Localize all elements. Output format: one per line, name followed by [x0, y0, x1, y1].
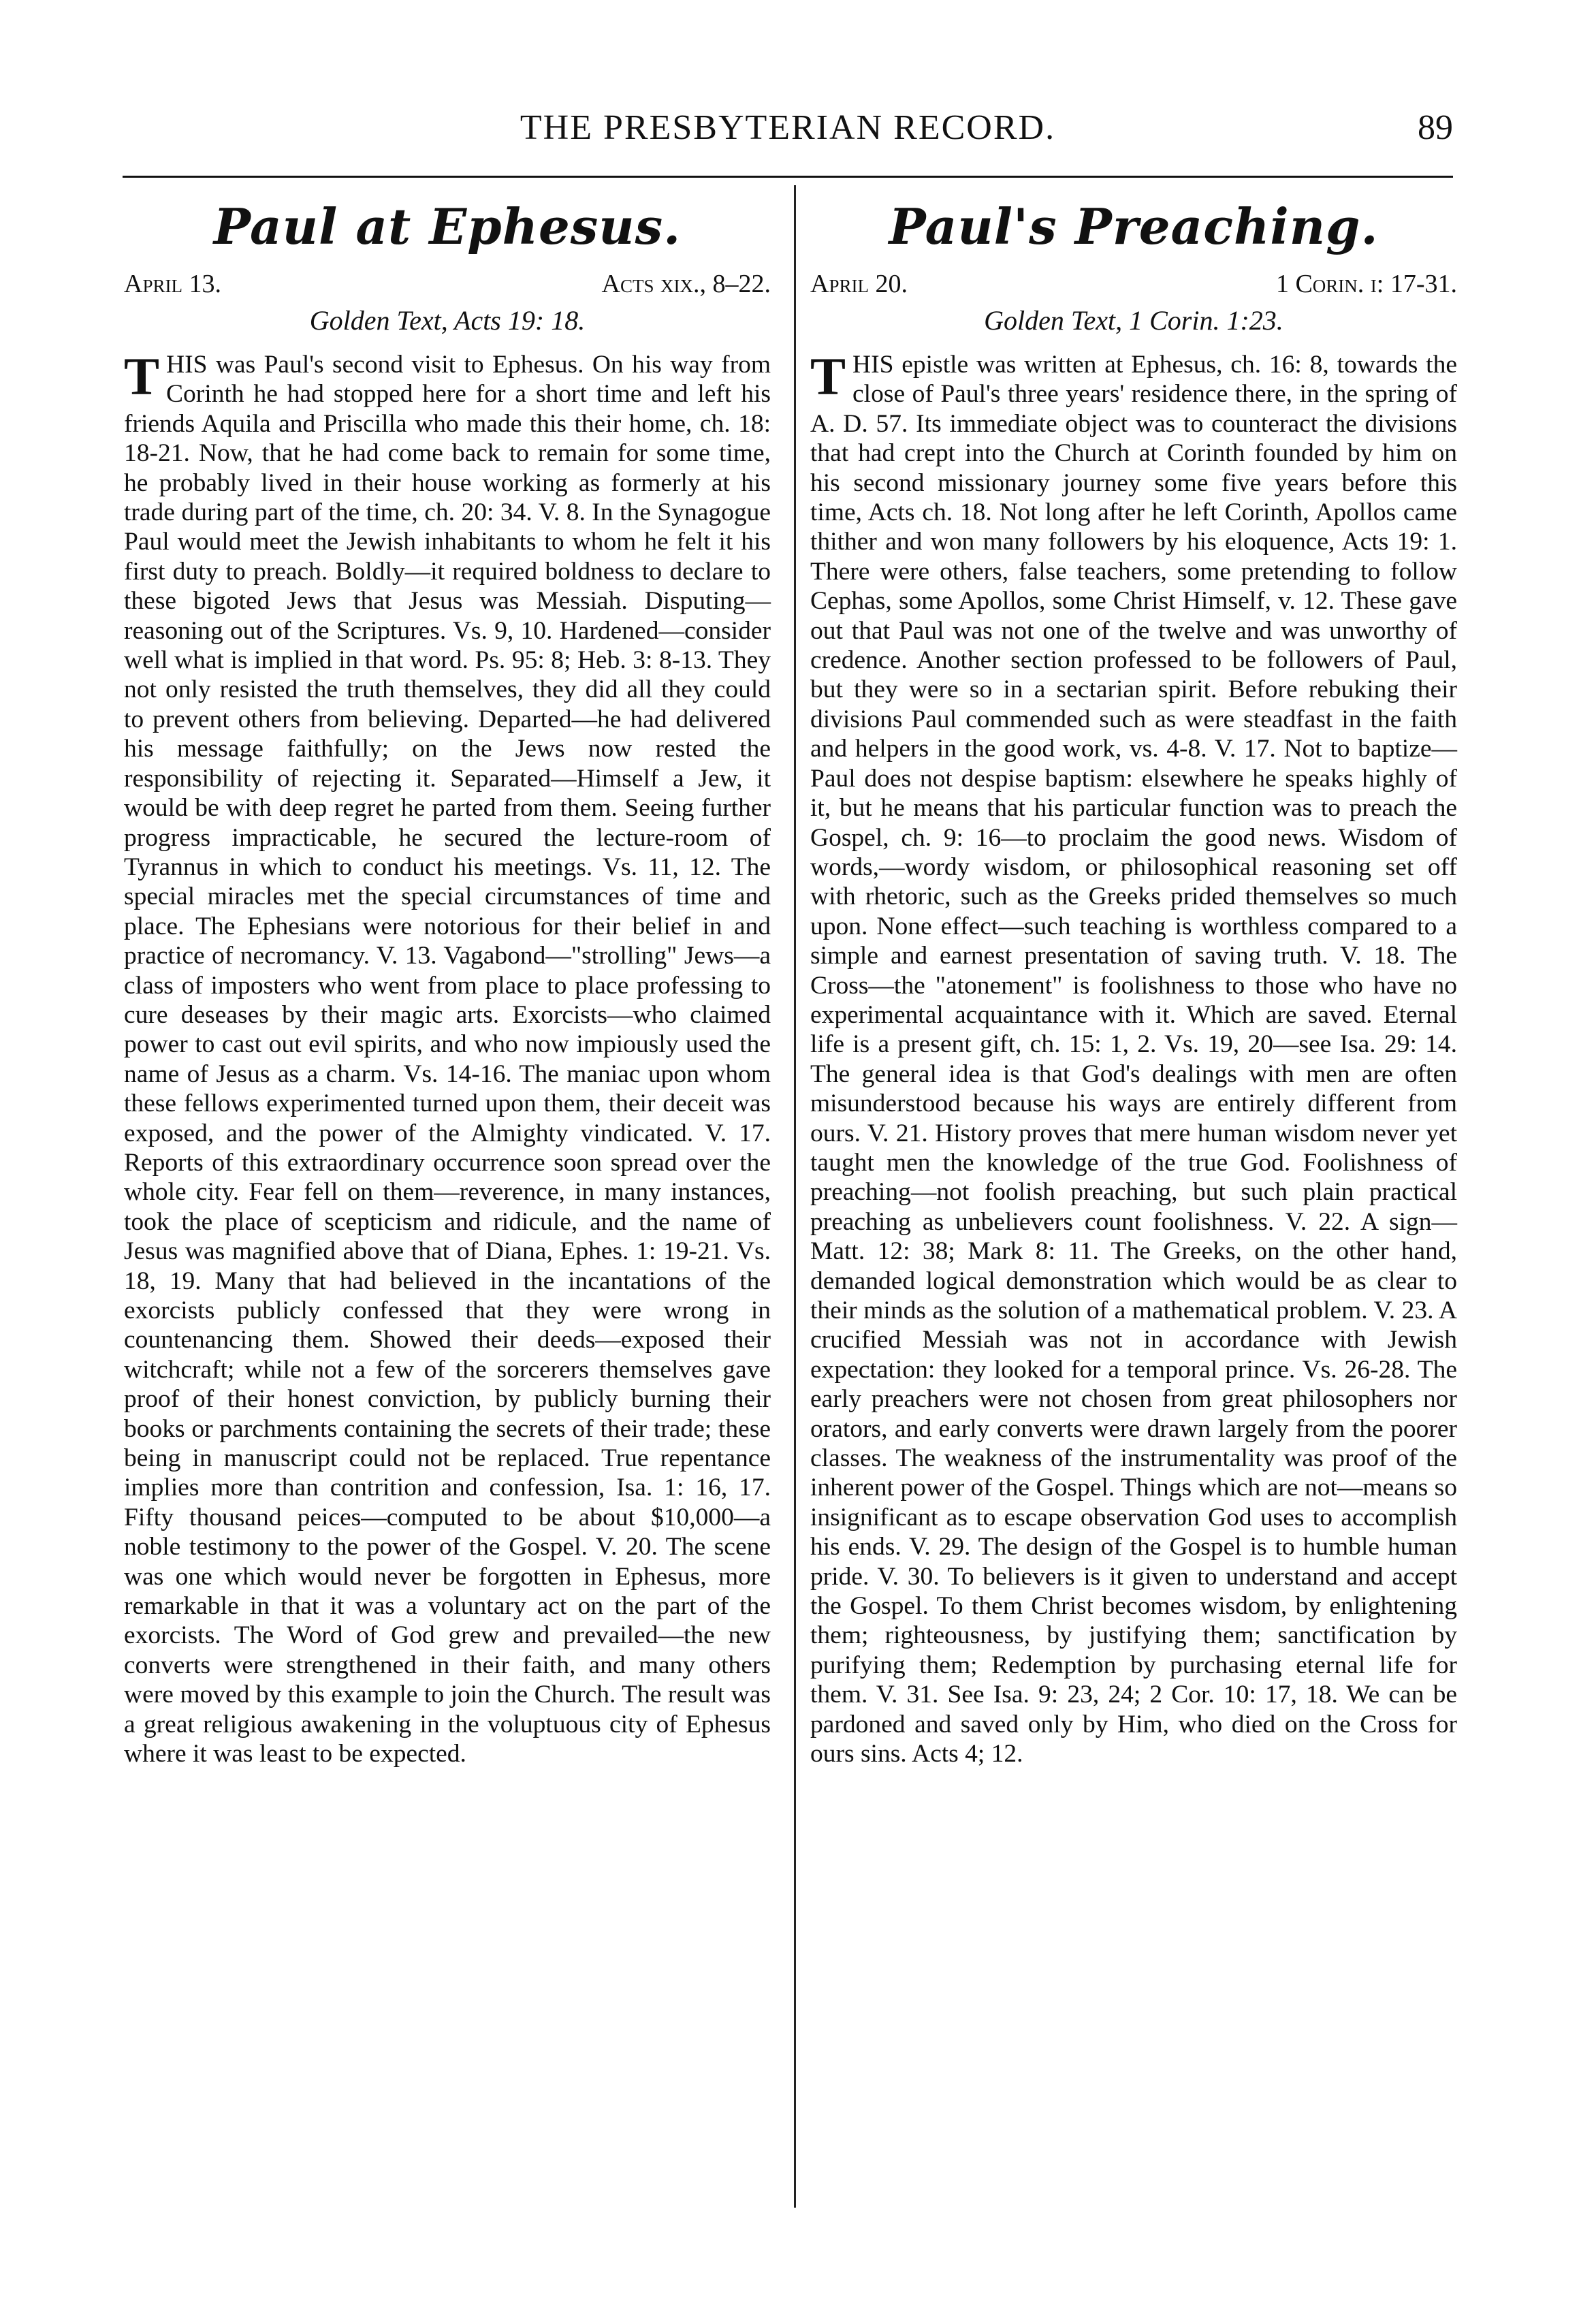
lesson-reference — [124, 269, 771, 299]
column-divider — [794, 185, 796, 2208]
drop-cap: T — [124, 347, 160, 406]
page-number: 89 — [1418, 108, 1453, 147]
left-column — [124, 197, 771, 1769]
lesson-body-text: HIS epistle was written at Ephesus, ch. 16: 8, towards the close of Paul's three years' residence there, in the spring of A. D. 57. Its immediate object was to counteract the divisions that had crept into the Church at Corinth founded by him on his second missionary journey some five years before this time, Acts ch. 18. Not long after he left Corinth, Apollos came thither and won many followers by his eloquence, Acts 19: 1. There were others, false teachers, some pretending to follow Cephas, some Apollos, some Christ Himself, v. 12. These gave out that Paul was not one of the twelve and was unworthy of credence. Another section professed to be followers of Paul, but they were so in a sectarian spirit. Before rebuking their divisions Paul commended such as were steadfast in the faith and helpers in the good work, vs. 4-8. V. 17. Not to baptize—Paul does not despise baptism: elsewhere he speaks highly of it, but he means that his particular function was to preach the Gospel, ch. 9: 16—to proclaim the good news. Wisdom of words,—wordy wisdom, or philosophical reasoning set off with rhetoric, such as the Greeks prided themselves so much upon. None effect—such teaching is worthless compared to a simple and earnest presentation of saving truth. V. 18. The Cross—the "atonement" is foolishness to those who have no experimental acquaintance with it. Which are saved. Eternal life is a present gift, ch. 15: 1, 2. Vs. 19, 20—see Isa. 29: 14. The general idea is that God's dealings with men are often misunderstood because his ways are entirely different from ours. V. 21. History proves that mere human wisdom never yet taught men the knowledge of the true God. Foolishness of preaching—not foolish preaching, but such plain practical preaching as unbelievers count foolishness. V. 22. A sign—Matt. 12: 38; Mark 8: 11. The Greeks, on the other hand, demanded logical demonstration which would be as clear to their minds as the solution of a mathematical problem. V. 23. A crucified Messiah was not in accordance with Jewish expectation: they looked for a temporal prince. Vs. 26-28. The early preachers were not chosen from great philosophers nor orators, and early converts were drawn largely from the poorer classes. The weakness of the instrumentality was proof of the inherent power of the Gospel. Things which are not—means so insignificant as to escape observation God uses to accomplish his ends. V. 29. The design of the Gospel is to humble human pride. V. 30. To believers is it given to understand and accept the Gospel. To them Christ becomes wisdom, by enlightening them; righteousness, by justifying them; sanctification by purifying them; Redemption by purchasing eternal life for them. V. 31. See Isa. 9: 23, 24; 2 Cor. 10: 17, 18. We can be pardoned and saved only by Him, who died on the Cross for ours sins. Acts 4; 12. — [810, 351, 1457, 1768]
lesson-date: April 20. — [810, 270, 908, 298]
page-header — [123, 108, 1453, 162]
lesson-reference — [810, 269, 1457, 299]
lesson-body — [124, 347, 771, 1769]
lesson-title: Paul at Ephesus. — [213, 197, 682, 255]
lesson-date: April 13. — [124, 270, 221, 298]
lesson-body-text: HIS was Paul's second visit to Ephesus. On his way from Corinth he had stopped here for a short time and left his friends Aquila and Priscilla who made this their home, ch. 18: 18-21. Now, that he had come back to remain for some time, he probably lived in their house working as formerly at his trade during part of the time, ch. 20: 34. V. 8. In the Synagogue Paul would meet the Jewish inhabitants to whom he felt it his first duty to preach. Boldly—it required boldness to declare to these bigoted Jews that Jesus was Messiah. Disputing—reasoning out of the Scriptures. Vs. 9, 10. Hardened—consider well what is implied in that word. Ps. 95: 8; Heb. 3: 8-13. They not only resisted the truth themselves, they did all they could to prevent others from believing. Departed—he had delivered his message faithfully; on the Jews now rested the responsibility of rejecting it. Separated—Himself a Jew, it would be with deep regret he parted from them. Seeing further progress impracticable, he secured the lecture-room of Tyrannus in which to conduct his meetings. Vs. 11, 12. The special miracles met the special circumstances of time and place. The Ephesians were notorious for their belief in and practice of necromancy. V. 13. Vagabond—"strolling" Jews—a class of imposters who went from place to place professing to cure deseases by their magic arts. Exorcists—who claimed power to cast out evil spirits, and who now impiously used the name of Jesus as a charm. Vs. 14-16. The maniac upon whom these fellows experimented turned upon them, their deceit was exposed, and the power of the Almighty vindicated. V. 17. Reports of this extraordinary occurrence soon spread over the whole city. Fear fell on them—reverence, in many instances, took the place of scepticism and ridicule, and the name of Jesus was magnified above that of Diana, Ephes. 1: 19-21. Vs. 18, 19. Many that had believed in the incantations of the exorcists publicly confessed that they were wrong in countenancing them. Showed their deeds—exposed their witchcraft; while not a few of the sorcerers themselves gave proof of their honest conviction, by publicly burning their books or parchments containing the secrets of their trade; these being in manuscript could not be replaced. True repentance implies more than contrition and confession, Isa. 1: 16, 17. Fifty thousand peices—computed to be about $10,000—a noble testimony to the power of the Gospel. V. 20. The scene was one which would never be forgotten in Ephesus, more remarkable in that it was a voluntary act on the part of the exorcists. The Word of God grew and prevailed—the new converts were strengthened in their faith, and many others were moved by this example to join the Church. The result was a great religious awakening in the voluptuous city of Ephesus where it was least to be expected. — [124, 351, 771, 1768]
golden-text: Golden Text, Acts 19: 18. — [309, 305, 586, 336]
scripture-passage: Acts xix., 8–22. — [601, 270, 771, 298]
journal-title: THE PRESBYTERIAN RECORD. — [520, 108, 1056, 147]
lesson-title: Paul's Preaching. — [889, 197, 1379, 255]
golden-text: Golden Text, 1 Corin. 1:23. — [984, 305, 1283, 336]
header-rule — [123, 176, 1453, 178]
lesson-body — [810, 347, 1457, 1769]
scripture-passage: 1 Corin. i: 17-31. — [1275, 270, 1457, 298]
drop-cap: T — [810, 347, 846, 406]
right-column — [810, 197, 1457, 1769]
